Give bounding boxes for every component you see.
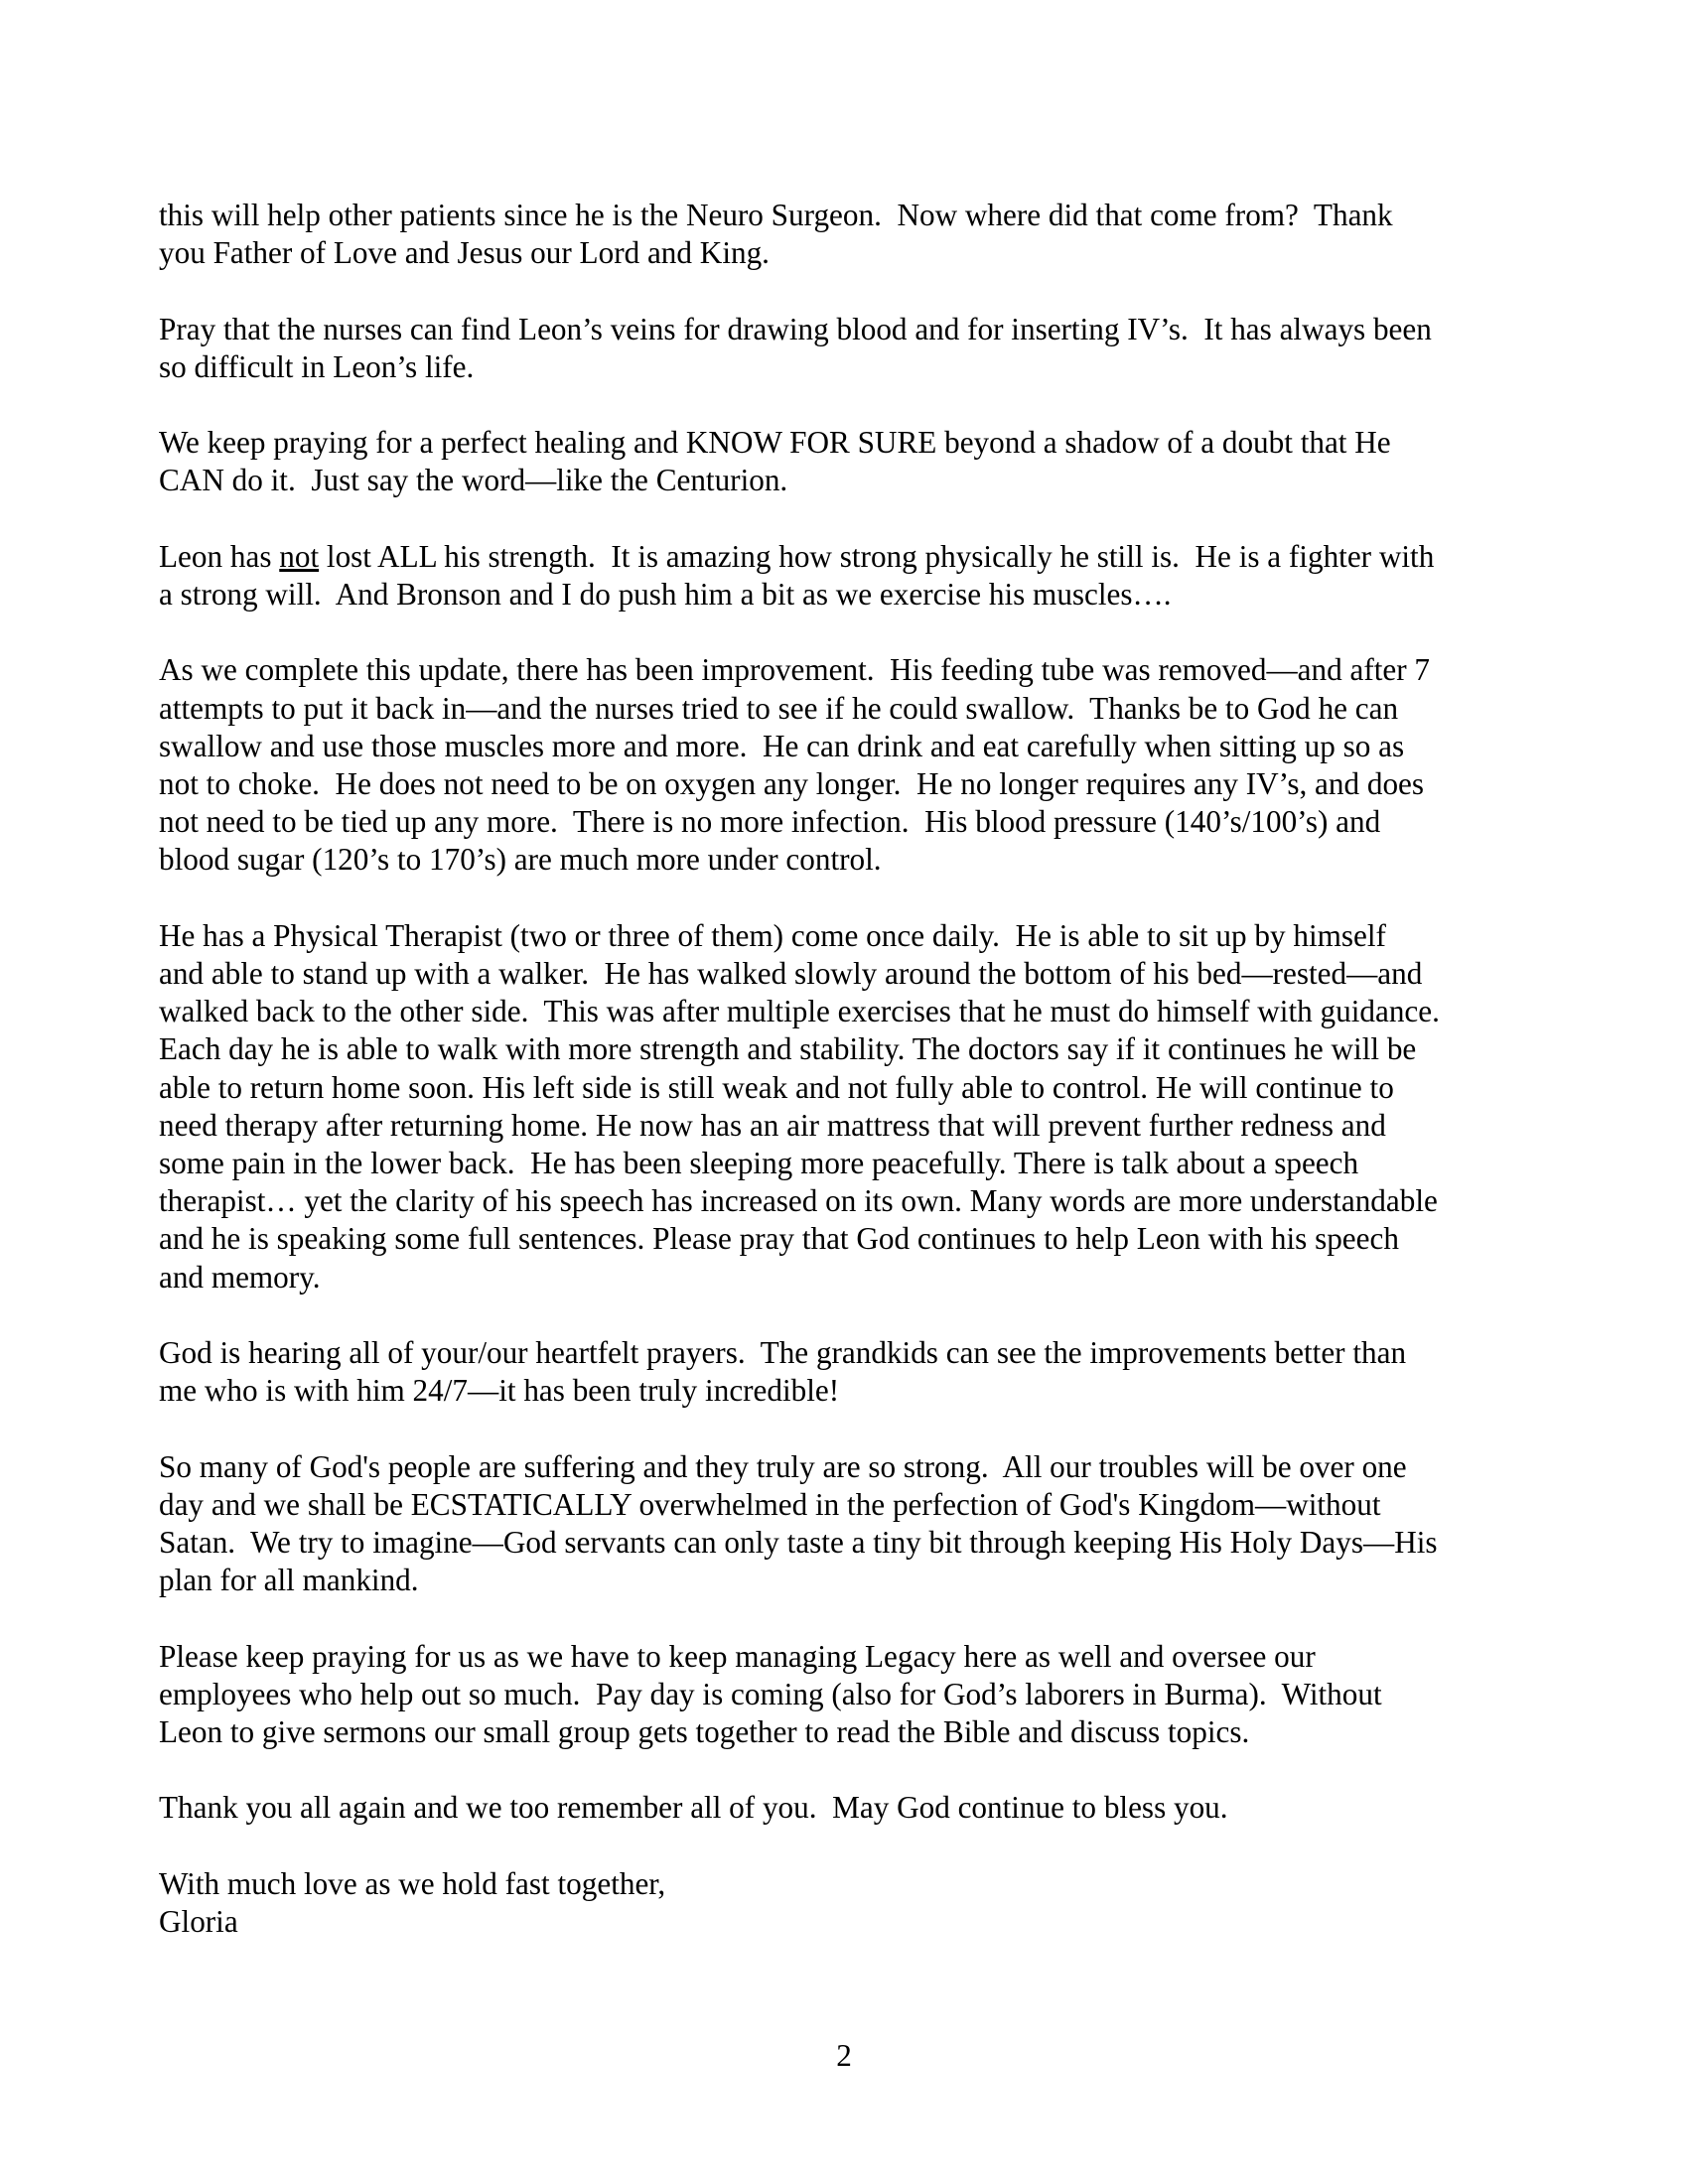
paragraph-veins bbox=[159, 311, 1539, 386]
text-line: employees who help out so much. Pay day is coming (also for God’s laborers in Burma). Without bbox=[159, 1676, 1382, 1711]
text-line: need therapy after returning home. He now has an air mattress that will prevent further redness and bbox=[159, 1107, 1386, 1143]
underlined-word: not bbox=[279, 538, 320, 574]
closing-salutation: With much love as we hold fast together, bbox=[159, 1865, 666, 1901]
text-line: plan for all mankind. bbox=[159, 1563, 419, 1598]
text-line: blood sugar (120’s to 170’s) are much more under control. bbox=[159, 842, 882, 878]
text-line: Thank you all again and we too remember all of you. May God continue to bless you. bbox=[159, 1790, 1228, 1826]
paragraph-thanks bbox=[159, 1789, 1539, 1827]
paragraph-strength bbox=[159, 538, 1539, 614]
paragraph-neuro-surgeon bbox=[159, 197, 1539, 272]
paragraph-improvement bbox=[159, 651, 1539, 879]
text-line: So many of God's people are suffering and they truly are so strong. All our troubles will be over one bbox=[159, 1448, 1407, 1484]
text-line: this will help other patients since he is the Neuro Surgeon. Now where did that come from? Thank bbox=[159, 198, 1393, 232]
text-segment: lost ALL his strength. It is amazing how strong physically he still is. He is a fighter with bbox=[319, 538, 1435, 574]
text-line: a strong will. And Bronson and I do push him a bit as we exercise his muscles…. bbox=[159, 576, 1172, 612]
text-line bbox=[159, 538, 1539, 576]
letter-body bbox=[159, 197, 1539, 1979]
closing bbox=[159, 1865, 1539, 1941]
paragraph-kingdom bbox=[159, 1448, 1539, 1600]
text-line: so difficult in Leon’s life. bbox=[159, 348, 475, 384]
text-line: CAN do it. Just say the word—like the Centurion. bbox=[159, 463, 788, 498]
text-line: As we complete this update, there has been improvement. His feeding tube was removed—and after 7 bbox=[159, 652, 1431, 688]
text-line: walked back to the other side. This was after multiple exercises that he must do himself with guidance. bbox=[159, 994, 1440, 1029]
text-line: Satan. We try to imagine—God servants can only taste a tiny bit through keeping His Holy Days—His bbox=[159, 1525, 1438, 1560]
text-line: day and we shall be ECSTATICALLY overwhelmed in the perfection of God's Kingdom—without bbox=[159, 1486, 1381, 1522]
paragraph-healing bbox=[159, 424, 1539, 499]
text-line: Please keep praying for us as we have to keep managing Legacy here as well and oversee our bbox=[159, 1638, 1316, 1674]
paragraph-prayers bbox=[159, 1334, 1539, 1410]
text-line: God is hearing all of your/our heartfelt prayers. The grandkids can see the improvements better than bbox=[159, 1335, 1407, 1370]
text-line: Pray that the nurses can find Leon’s veins for drawing blood and for inserting IV’s. It has always been bbox=[159, 311, 1432, 346]
text-line: and able to stand up with a walker. He has walked slowly around the bottom of his bed—rested—and bbox=[159, 955, 1423, 991]
signature-name: Gloria bbox=[159, 1903, 238, 1939]
text-line: therapist… yet the clarity of his speech has increased on its own. Many words are more understandable bbox=[159, 1183, 1438, 1219]
text-line: me who is with him 24/7—it has been truly incredible! bbox=[159, 1373, 840, 1409]
text-line: able to return home soon. His left side is still weak and not fully able to control. He will continue to bbox=[159, 1069, 1394, 1105]
text-line: and memory. bbox=[159, 1259, 321, 1295]
text-line: We keep praying for a perfect healing and KNOW FOR SURE beyond a shadow of a doubt that He bbox=[159, 425, 1391, 461]
text-line: attempts to put it back in—and the nurses tried to see if he could swallow. Thanks be to God he can bbox=[159, 690, 1399, 726]
text-line: not to choke. He does not need to be on oxygen any longer. He no longer requires any IV’s, and does bbox=[159, 765, 1425, 801]
text-line: some pain in the lower back. He has been sleeping more peacefully. There is talk about a speech bbox=[159, 1146, 1359, 1180]
text-line: He has a Physical Therapist (two or three of them) come once daily. He is able to sit up by himself bbox=[159, 917, 1386, 953]
text-line: not need to be tied up any more. There is no more infection. His blood pressure (140’s/100’s) and bbox=[159, 804, 1381, 840]
text-segment: Leon has bbox=[159, 538, 280, 574]
text-line: Leon to give sermons our small group gets together to read the Bible and discuss topics. bbox=[159, 1714, 1250, 1749]
paragraph-physical-therapy bbox=[159, 917, 1539, 1297]
paragraph-legacy bbox=[159, 1638, 1539, 1752]
text-line: you Father of Love and Jesus our Lord and King. bbox=[159, 235, 770, 271]
page-number: 2 bbox=[836, 2038, 852, 2073]
text-line: swallow and use those muscles more and more. He can drink and eat carefully when sitting up so as bbox=[159, 728, 1405, 763]
text-line: Each day he is able to walk with more strength and stability. The doctors say if it continues he will be bbox=[159, 1031, 1417, 1067]
text-line: and he is speaking some full sentences. Please pray that God continues to help Leon with his speech bbox=[159, 1221, 1399, 1257]
